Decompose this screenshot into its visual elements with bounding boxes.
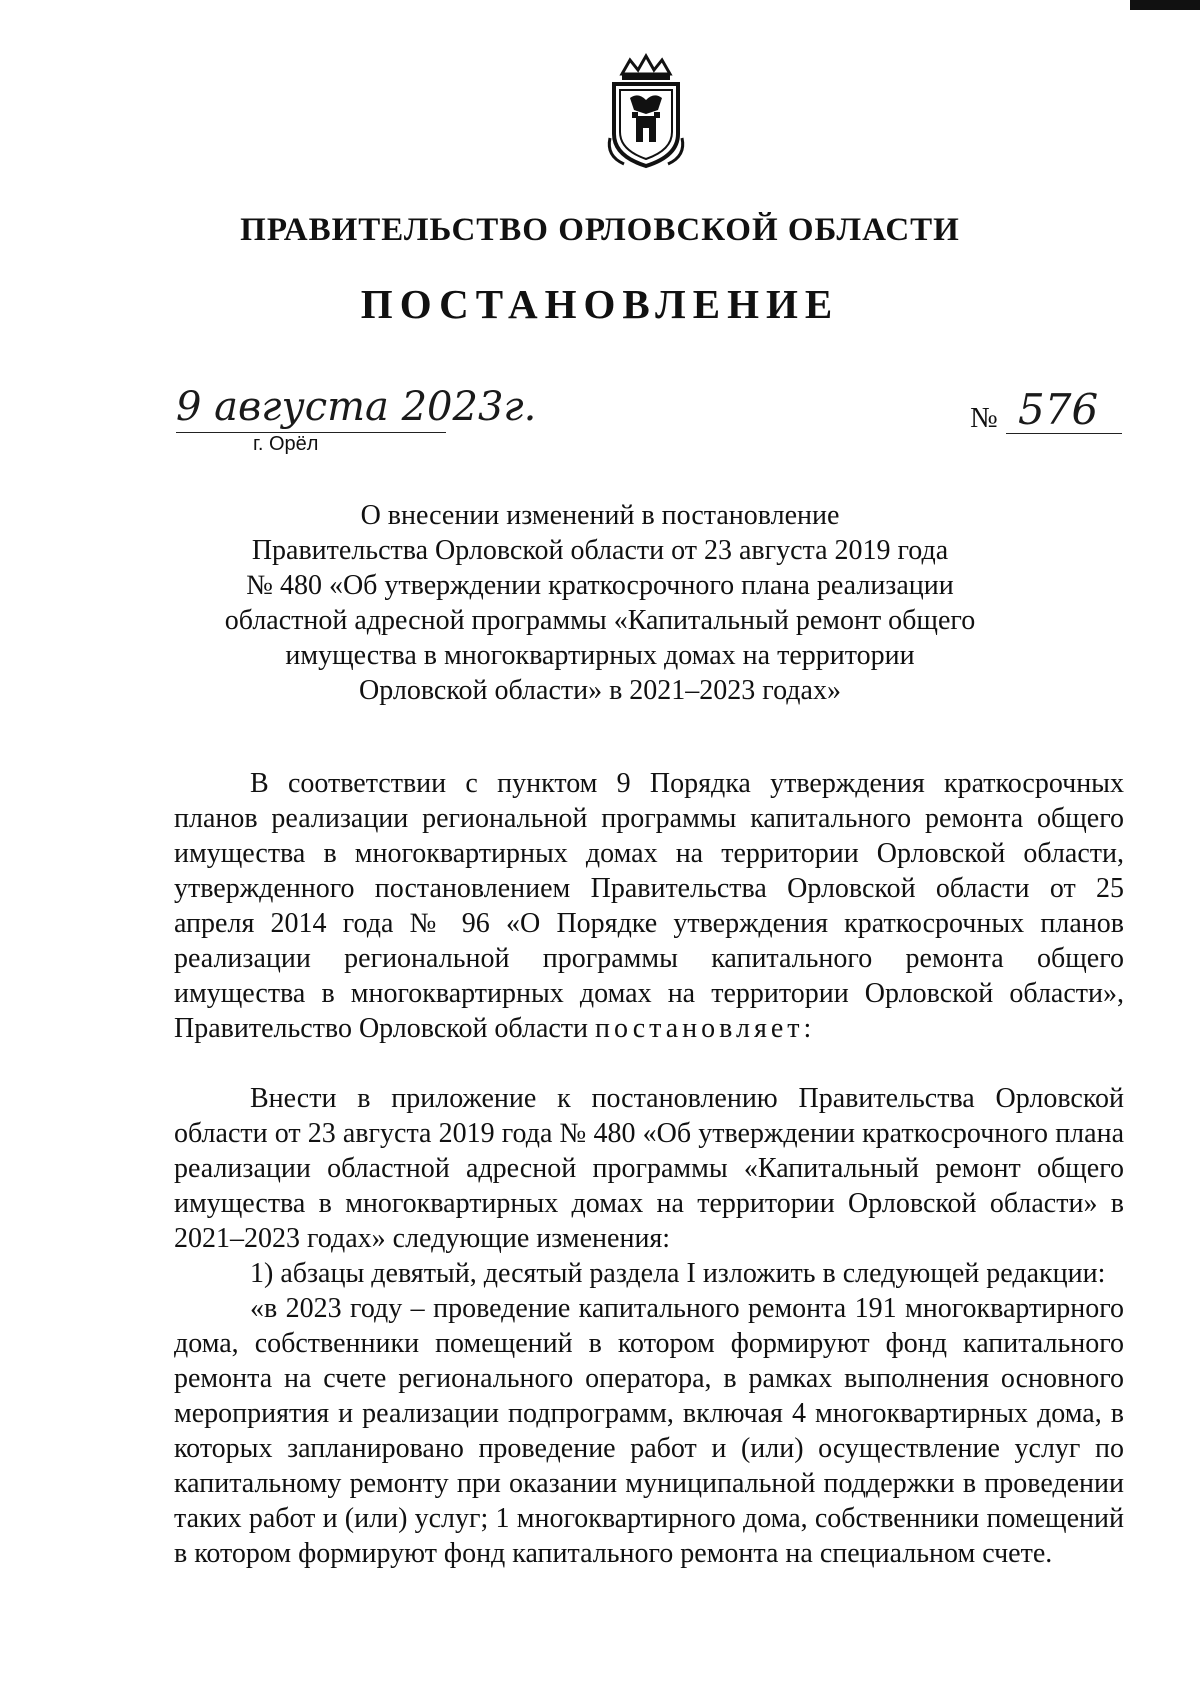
number-underline	[1006, 433, 1122, 434]
document-type: ПОСТАНОВЛЕНИЕ	[360, 281, 840, 327]
amendment-intro-paragraph: Внести в приложение к постановлению Правительства Орловской области от 23 августа 2019 года № 480 «Об утверждении краткосрочного плана реализации областной адресной программы «Капитальный ремонт общего имущества в многоквартирных домах на территории Орловской области» в 2021–2023 годах» следующие изменения:	[174, 1083, 1124, 1254]
subject-line: О внесении изменений в постановление	[360, 500, 840, 531]
preamble-text: В соответствии с пунктом 9 Порядка утверждения краткосрочных планов реализации региональной программы капитального ремонта общего имущества в многоквартирных домах на территории Орловской области, утвержденного постановлением Правительства Орловской области от 25 апреля 2014 года № 96 «О Порядке утверждения краткосрочных планов реализации региональной программы капитального ремонта общего имущества в многоквартирных домах на территории Орловской области», Правительство Орловской области	[174, 768, 1124, 1044]
resolves-word: постановляет:	[595, 1013, 816, 1044]
subject-line: областной адресной программы «Капитальный ремонт общего	[224, 605, 976, 636]
handwritten-date: 9 августа 2023г.	[176, 384, 537, 430]
subject-line: № 480 «Об утверждении краткосрочного плана реализации	[246, 570, 954, 601]
scan-corner-mark	[1130, 0, 1200, 10]
subject-line: имущества в многоквартирных домах на территории	[285, 640, 915, 671]
document-body	[174, 766, 1124, 1571]
organization-name: ПРАВИТЕЛЬСТВО ОРЛОВСКОЙ ОБЛАСТИ	[240, 212, 960, 248]
city-label: г. Орёл	[253, 433, 319, 455]
coat-of-arms-icon	[600, 52, 692, 172]
preamble-paragraph	[174, 766, 1124, 1046]
subject-line: Правительства Орловской области от 23 августа 2019 года	[251, 535, 949, 566]
subject-line: Орловской области» в 2021–2023 годах»	[359, 675, 841, 706]
amendment-item-1: 1) абзацы девятый, десятый раздела I изложить в следующей редакции:	[250, 1258, 1106, 1289]
document-subject	[200, 498, 1000, 708]
handwritten-number: 576	[1018, 385, 1099, 434]
amendment-quoted-text: «в 2023 году – проведение капитального ремонта 191 многоквартирного дома, собственники помещений в котором формируют фонд капитального ремонта на счете регионального оператора, в рамках выполнения основного мероприятия и реализации подпрограмм, включая 4 многоквартирных дома, в которых запланировано проведение работ и (или) осуществление услуг по капитальному ремонту при оказании муниципальной поддержки в проведении таких работ и (или) услуг; 1 многоквартирного дома, собственники помещений в котором формируют фонд капитального ремонта на специальном счете.	[174, 1293, 1124, 1569]
number-label: №	[970, 402, 998, 434]
